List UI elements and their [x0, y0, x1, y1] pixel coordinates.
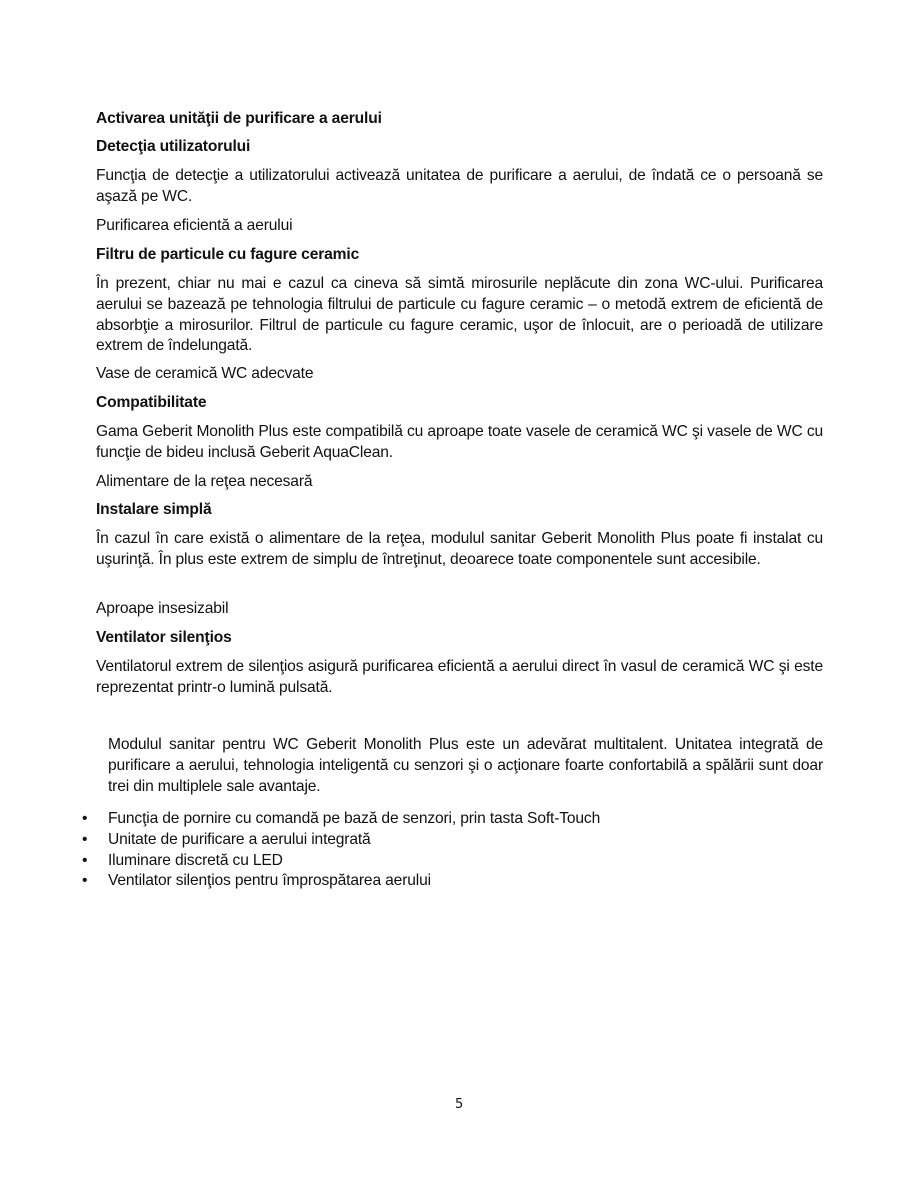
bullet-icon: • [82, 851, 88, 869]
bullet-icon: • [82, 872, 88, 890]
heading-user-detection: Detecţia utilizatorului [96, 138, 251, 155]
paragraph-simple-installation: În cazul în care există o alimentare de la reţea, modulul sanitar Geberit Monolith Plus poate fi instalat cu uşurinţă. În plus este extrem de simplu de întreţinut, deoarece toate componentele sunt accesibile. [96, 530, 823, 568]
paragraph-silent-fan: Ventilatorul extrem de silenţios asigură purificarea eficientă a aerului direct în vasul de ceramică WC şi este reprezentat printr-o lumină pulsată. [96, 658, 823, 696]
list-item-text: Ventilator silenţios pentru împrospătarea aerului [108, 872, 431, 890]
subheading-ceramic-bowls: Vase de ceramică WC adecvate [96, 365, 314, 382]
paragraph-user-detection: Funcţia de detecţie a utilizatorului activează unitatea de purificare a aerului, de îndată ce o persoană se aşază pe WC. [96, 167, 823, 205]
paragraph-compatibility: Gama Geberit Monolith Plus este compatibilă cu aproape toate vasele de ceramică WC şi vasele de WC cu funcţie de bideu inclusă Geberit AquaClean. [96, 423, 823, 461]
list-item [80, 871, 600, 892]
subheading-efficient-purification: Purificarea eficientă a aerului [96, 217, 293, 234]
heading-simple-installation: Instalare simplă [96, 501, 212, 518]
heading-air-purification-activation: Activarea unităţii de purificare a aerului [96, 110, 382, 127]
bullet-icon: • [82, 810, 88, 827]
intro-paragraph: Modulul sanitar pentru WC Geberit Monolith Plus este un adevărat multitalent. Unitatea integrată de purificare a aerului, tehnologia inteligentă cu senzori şi o acţionare foarte confortabilă a spălării sunt doar trei din multiplele sale avantaje. [108, 736, 823, 795]
heading-compatibility: Compatibilitate [96, 394, 207, 411]
page-number: 5 [455, 1097, 464, 1112]
list-item-text: Iluminare discretă cu LED [108, 851, 283, 869]
list-item [80, 830, 600, 851]
subheading-power-supply: Alimentare de la reţea necesară [96, 473, 313, 490]
list-item-text: Funcţia de pornire cu comandă pe bază de senzori, prin tasta Soft-Touch [108, 810, 601, 827]
subheading-almost-unnoticeable: Aproape insesizabil [96, 600, 229, 617]
heading-ceramic-filter: Filtru de particule cu fagure ceramic [96, 246, 360, 263]
list-item [80, 851, 600, 872]
heading-silent-fan: Ventilator silenţios [96, 629, 232, 646]
list-item [80, 809, 600, 830]
list-item-text: Unitate de purificare a aerului integrată [108, 830, 371, 848]
bullet-icon: • [82, 830, 88, 848]
feature-list [80, 809, 600, 892]
paragraph-ceramic-filter: În prezent, chiar nu mai e cazul ca cineva să simtă mirosurile neplăcute din zona WC-ului. Purificarea aerului se bazează pe tehnologia filtrului de particule cu fagure ceramic – o metodă extrem de eficientă de absorbţie a mirosurilor. Filtrul de particule cu fagure ceramic, uşor de înlocuit, are o perioadă de utilizare extrem de îndelungată. [96, 275, 823, 355]
